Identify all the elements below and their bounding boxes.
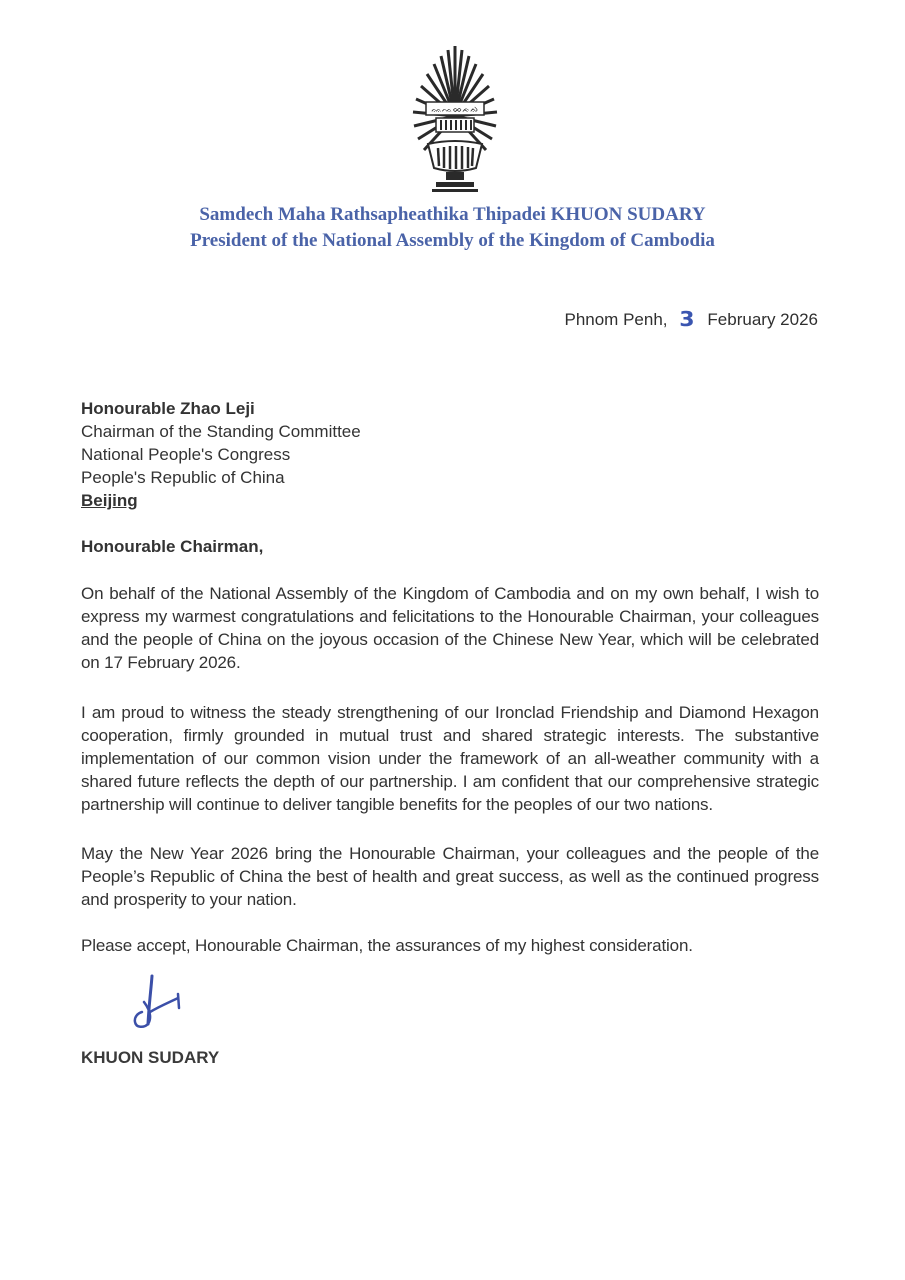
- dateline-month-year: February 2026: [707, 310, 818, 329]
- dateline-day: 3: [678, 307, 695, 331]
- svg-text:ᨐᨕᨖᨃᨁ: ᨐᨕᨖᨃᨁ: [431, 105, 479, 115]
- body-paragraph: On behalf of the National Assembly of the Kingdom of Cambodia and on my own behalf, I wish to express my warmest congratulations and felicitations to the Honourable Chairman, your colleagues and the people of China on the joyous occasion of the Chinese New Year, which will be celebrated on 17 February 2026.: [81, 584, 819, 672]
- salutation: Honourable Chairman,: [81, 537, 264, 556]
- handwritten-signature-icon: [118, 972, 188, 1032]
- dateline: [564, 306, 818, 330]
- addressee-line: National People's Congress: [81, 445, 291, 464]
- addressee-line: People's Republic of China: [81, 468, 285, 487]
- signer-name: KHUON SUDARY: [81, 1048, 220, 1067]
- body-paragraph: May the New Year 2026 bring the Honourable Chairman, your colleagues and the people of the People’s Republic of China the best of health and great success, as well as the continued progress and prosperity to your nation.: [81, 844, 819, 909]
- addressee-name: Honourable Zhao Leji: [81, 399, 255, 418]
- dateline-place: Phnom Penh,: [564, 310, 668, 329]
- closing-paragraph: Please accept, Honourable Chairman, the assurances of my highest consideration.: [81, 936, 693, 955]
- addressee-block: [81, 397, 361, 512]
- addressee-line: Chairman of the Standing Committee: [81, 422, 361, 441]
- letterhead-title: Samdech Maha Rathsapheathika Thipadei KHUON SUDARY: [199, 204, 706, 225]
- addressee-city: Beijing: [81, 491, 138, 510]
- letterhead-subtitle: President of the National Assembly of the Kingdom of Cambodia: [190, 230, 715, 251]
- body-paragraph: I am proud to witness the steady strengthening of our Ironclad Friendship and Diamond Hexagon cooperation, firmly grounded in mutual trust and shared strategic interests. The substantive implementation of our common vision under the framework of an all-weather community with a shared future reflects the depth of our partnership. I am confident that our comprehensive strategic partnership will continue to deliver tangible benefits for the peoples of our two nations.: [81, 703, 819, 814]
- national-assembly-emblem-icon: [410, 44, 500, 194]
